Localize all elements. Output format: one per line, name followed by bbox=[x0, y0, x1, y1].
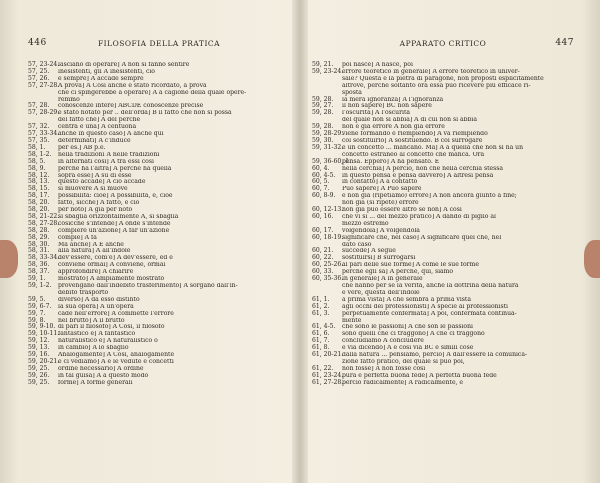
line-reference: 58, 20. bbox=[28, 199, 50, 207]
apparatus-row bbox=[312, 373, 574, 380]
variant-reading: inesistenti, gli A inesistenti, ciò bbox=[58, 68, 155, 75]
apparatus-row bbox=[28, 366, 290, 373]
variant-reading: nella cerchia] A perciò, non che nella cerchia stessa bbox=[342, 165, 504, 172]
apparatus-row bbox=[28, 345, 290, 352]
line-reference: 60, 4-5. bbox=[312, 171, 336, 179]
apparatus-row bbox=[28, 242, 290, 249]
apparatus-row bbox=[28, 380, 290, 387]
variant-reading: del quale non si abbia] A di cui non si abbia bbox=[342, 117, 477, 124]
left-page-header bbox=[28, 38, 290, 52]
apparatus-row bbox=[312, 276, 574, 283]
variant-reading: A prova] A Così anche è stato ricordato, a prova bbox=[58, 82, 207, 89]
line-reference: 60, 8-9. bbox=[312, 192, 336, 200]
variant-reading: lasciano di operare] A non si fanno sentire bbox=[58, 62, 190, 68]
variant-reading: non già può essere altro se non] A così bbox=[342, 207, 462, 214]
left-page-title: FILOSOFIA DELLA PRATICA bbox=[97, 39, 221, 48]
apparatus-row bbox=[312, 117, 574, 124]
variant-reading: mostrato] A ampiamente mostrato bbox=[58, 276, 165, 283]
line-reference: 58, 31. bbox=[28, 247, 50, 255]
line-reference: 60, 4. bbox=[312, 164, 330, 172]
line-reference: 58, 36. bbox=[28, 261, 50, 269]
apparatus-row bbox=[312, 145, 574, 152]
left-page bbox=[28, 38, 290, 463]
apparatus-row bbox=[312, 235, 574, 242]
apparatus-row bbox=[28, 62, 290, 69]
apparatus-row bbox=[28, 373, 290, 380]
apparatus-row bbox=[28, 248, 290, 255]
variant-reading: succede] A segue bbox=[342, 248, 396, 255]
right-page bbox=[312, 38, 574, 463]
line-reference: 59, 27. bbox=[312, 102, 334, 110]
apparatus-row bbox=[312, 193, 574, 200]
line-reference: 59, 36-60, 1. bbox=[312, 157, 351, 165]
variant-reading: è stato notato per .. dell'orda] B il fatto che non si possa bbox=[58, 110, 232, 117]
variant-reading: fantastico e] A fantastico bbox=[58, 331, 136, 338]
variant-reading: non fosse] A non fosse così bbox=[342, 365, 426, 372]
variant-reading: che ci spingerebbe a operare] A a cagione della quale opere- bbox=[58, 89, 247, 96]
line-reference: 60, 12-13. bbox=[312, 206, 344, 214]
line-reference: 58, 21-22. bbox=[28, 212, 60, 220]
apparatus-row bbox=[28, 255, 290, 262]
apparatus-row bbox=[312, 97, 574, 104]
apparatus-row bbox=[312, 200, 574, 207]
apparatus-row bbox=[28, 283, 290, 290]
apparatus-row bbox=[312, 352, 574, 359]
variant-reading: possibilità: cioè] A possibilità, e, cioè bbox=[58, 193, 173, 200]
line-reference: 61, 8. bbox=[312, 344, 330, 352]
right-page-header bbox=[312, 38, 574, 52]
line-reference: 59, 25. bbox=[28, 364, 50, 372]
line-reference: 57, 32. bbox=[28, 123, 50, 131]
apparatus-row bbox=[312, 345, 574, 352]
variant-reading: nel brutto] A il brutto bbox=[58, 317, 125, 324]
line-reference: 59, 6-7. bbox=[28, 302, 52, 310]
line-reference: 59, 23-24. bbox=[312, 67, 344, 75]
variant-reading: perché egli sa] A perché, qui, siamo bbox=[342, 269, 454, 276]
apparatus-row bbox=[312, 110, 574, 117]
variant-reading: a prima vista] A che sembra a prima vista bbox=[342, 296, 471, 303]
line-reference: 60, 33. bbox=[312, 268, 334, 276]
right-page-title: APPARATO CRITICO bbox=[399, 39, 487, 48]
apparatus-row bbox=[28, 83, 290, 90]
line-reference: 57, 35. bbox=[28, 136, 50, 144]
variant-reading: perché ha l'altra] A perché ha quella bbox=[58, 165, 172, 172]
apparatus-row bbox=[312, 228, 574, 235]
variant-reading: e non già (ripetiamo) errore] A non ancora giunto a fine; bbox=[342, 193, 517, 200]
right-page-number: 447 bbox=[555, 38, 574, 48]
variant-reading: la sua opera] A un'opera bbox=[58, 303, 134, 310]
variant-reading: pensa. Eppero] A ha pensato. E bbox=[342, 158, 440, 165]
line-reference: 59, 10-11. bbox=[28, 330, 60, 338]
apparatus-row bbox=[28, 200, 290, 207]
apparatus-row bbox=[312, 62, 574, 69]
variant-reading: ordine necessario] A ordine bbox=[58, 365, 144, 372]
line-reference: 59, 30. bbox=[312, 136, 334, 144]
apparatus-row bbox=[312, 248, 574, 255]
line-reference: 59, 28. bbox=[312, 109, 334, 117]
apparatus-row bbox=[312, 255, 574, 262]
line-reference: 59, 5. bbox=[28, 295, 46, 303]
line-reference: 57, 28. bbox=[28, 102, 50, 110]
variant-reading: conviene ormai] A conviene, ormai bbox=[58, 262, 166, 269]
line-reference: 60, 17. bbox=[312, 226, 334, 234]
variant-reading: dato caso bbox=[342, 241, 372, 248]
variant-reading: approfondire] A chiarire bbox=[58, 269, 134, 276]
line-reference: 59, 8. bbox=[28, 316, 46, 324]
line-reference: 58, 33-34. bbox=[28, 254, 60, 262]
apparatus-row bbox=[312, 304, 574, 311]
apparatus-row bbox=[312, 311, 574, 318]
apparatus-row bbox=[28, 131, 290, 138]
apparatus-row bbox=[28, 262, 290, 269]
apparatus-row bbox=[28, 179, 290, 186]
line-reference: 59, 1-2. bbox=[28, 282, 52, 289]
line-reference: 61, 3. bbox=[312, 309, 330, 317]
apparatus-row bbox=[312, 90, 574, 97]
line-reference: 60, 22. bbox=[312, 254, 334, 262]
variant-reading: perciò radicalmente] A radicalmente, è bbox=[342, 379, 464, 386]
line-reference: 59, 1. bbox=[28, 275, 46, 283]
apparatus-row bbox=[28, 214, 290, 221]
apparatus-row bbox=[28, 145, 290, 152]
line-reference: 60, 18-19. bbox=[312, 233, 344, 241]
variant-reading: Può sapere] A Può sapere bbox=[342, 186, 422, 193]
line-reference: 61, 22. bbox=[312, 364, 334, 372]
apparatus-row bbox=[28, 103, 290, 110]
apparatus-row bbox=[28, 359, 290, 366]
line-reference: 60, 7. bbox=[312, 185, 330, 193]
line-reference: 58, 17. bbox=[28, 192, 50, 200]
variant-reading: Analogamente] A Così, analogamente bbox=[58, 352, 175, 359]
apparatus-row bbox=[28, 324, 290, 331]
line-reference: 60, 25-26. bbox=[312, 261, 344, 269]
line-reference: 57, 27-28. bbox=[28, 81, 60, 89]
line-reference: 58, 12. bbox=[28, 171, 50, 179]
apparatus-row bbox=[28, 304, 290, 311]
apparatus-row bbox=[312, 138, 574, 145]
variant-reading: è sempre] A accade sempre bbox=[58, 75, 144, 82]
variant-reading: in questo pensa e pensa davvero] A altresì pensa bbox=[342, 172, 494, 179]
apparatus-row bbox=[312, 76, 574, 83]
apparatus-row bbox=[28, 297, 290, 304]
line-reference: 58, 30. bbox=[28, 240, 50, 248]
line-reference: 61, 7. bbox=[312, 337, 330, 345]
apparatus-row bbox=[312, 290, 574, 297]
apparatus-row bbox=[28, 117, 290, 124]
apparatus-row bbox=[28, 193, 290, 200]
variant-reading: al pari delle sue forme] A come le sue forme bbox=[342, 262, 479, 269]
line-reference: 59, 7. bbox=[28, 309, 46, 317]
line-reference: 61, 4-5. bbox=[312, 323, 336, 331]
line-reference: 59, 26. bbox=[28, 371, 50, 379]
variant-reading: questo accade] A ciò accade bbox=[58, 179, 146, 186]
line-reference: 59, 9-10. bbox=[28, 323, 56, 331]
variant-reading: sale? Questa è la pietra di paragone, non proposti esplicitamente bbox=[342, 75, 544, 82]
apparatus-row bbox=[312, 159, 574, 166]
right-thumb bbox=[584, 240, 600, 278]
apparatus-row bbox=[312, 69, 574, 76]
apparatus-row bbox=[312, 331, 574, 338]
variant-reading: anche in questo caso] A anche qui bbox=[58, 131, 164, 138]
apparatus-row bbox=[28, 110, 290, 117]
variant-reading: forme] A forme generali bbox=[58, 379, 133, 386]
variant-reading: provengano dall'indebito trasferimento] A sorgano dall'in- bbox=[58, 283, 238, 289]
apparatus-row bbox=[28, 221, 290, 228]
apparatus-row bbox=[312, 179, 574, 186]
variant-reading: remmo bbox=[58, 96, 80, 103]
line-reference bbox=[312, 76, 342, 83]
variant-reading: errore teoretico in generale] A errore teoretico in univer- bbox=[342, 68, 520, 75]
apparatus-row bbox=[312, 324, 574, 331]
variant-reading: nella tradizioni A nelle tradizioni bbox=[58, 151, 160, 158]
apparatus-row bbox=[28, 235, 290, 242]
variant-reading: mezzo estremo bbox=[342, 220, 389, 227]
apparatus-row bbox=[28, 186, 290, 193]
apparatus-row bbox=[312, 166, 574, 173]
line-reference: 59, 13. bbox=[28, 344, 50, 352]
apparatus-row bbox=[28, 228, 290, 235]
variant-reading: sono quelli che ci traggono] A che ci traggono bbox=[342, 331, 485, 338]
line-reference: 61, 2. bbox=[312, 302, 330, 310]
line-reference: 59, 21. bbox=[312, 61, 334, 68]
apparatus-row bbox=[28, 269, 290, 276]
variant-reading: significare che, nel caso] A significare quel che, nel bbox=[342, 234, 502, 241]
apparatus-row bbox=[28, 276, 290, 283]
variant-reading: concludiamo A concludere bbox=[342, 338, 424, 345]
variant-reading: di pari il filosofo] A Così, il filosofo bbox=[58, 324, 165, 331]
apparatus-row bbox=[312, 366, 574, 373]
variant-reading: per es.] AB p.e. bbox=[58, 144, 106, 151]
variant-reading: non è già errore A non già errore bbox=[342, 124, 445, 131]
variant-reading: l'oscurità] A l'oscurità bbox=[342, 110, 411, 117]
apparatus-row bbox=[28, 90, 290, 97]
line-reference: 58, 13. bbox=[28, 178, 50, 186]
line-reference: 59, 20-21. bbox=[28, 357, 60, 365]
variant-reading: e ci vediamo] A e le vedute e concetti bbox=[58, 358, 174, 365]
variant-reading: compiere un'azione] A far un'azione bbox=[58, 227, 170, 234]
apparatus-row bbox=[312, 186, 574, 193]
variant-reading: si sbaglia orizzontalmente A, si sbaglia bbox=[58, 213, 179, 220]
line-reference: 57, 23-24. bbox=[28, 61, 60, 68]
apparatus-row bbox=[28, 207, 290, 214]
variant-reading: alla natura] A all'indole bbox=[58, 248, 131, 255]
variant-reading: pura e perfetta buona fede] A perfetta buona fede bbox=[342, 372, 497, 379]
variant-reading: in contatto] A a contatto bbox=[342, 179, 418, 186]
left-page-number: 446 bbox=[28, 38, 47, 48]
variant-reading: la mera ignoranza] A l'ignoranza bbox=[342, 96, 444, 103]
variant-reading: zione fatto pratico, del quale si può poi, bbox=[342, 358, 465, 365]
line-reference: 59, 25. bbox=[28, 378, 50, 386]
line-reference: 61, 1. bbox=[312, 295, 330, 303]
apparatus-row bbox=[312, 283, 574, 290]
line-reference: 58, 1-2. bbox=[28, 150, 52, 158]
variant-reading: naturalistico e] A naturalistico o bbox=[58, 338, 158, 345]
variant-reading: che vi si ... del mezzo pratico] A dando di piglio al bbox=[342, 213, 496, 220]
variant-reading: cosicché s'intende] A onde s'intende bbox=[58, 220, 171, 227]
line-reference: 59, 16. bbox=[28, 351, 50, 359]
line-reference bbox=[312, 83, 342, 90]
line-reference bbox=[312, 283, 342, 290]
variant-reading: debito trasporto bbox=[58, 289, 109, 296]
book-gutter bbox=[292, 0, 308, 483]
left-apparatus-list bbox=[28, 62, 290, 387]
variant-reading: in tal guisa] A a questo modo bbox=[58, 372, 149, 379]
variant-reading: poi nasce] A nasce, poi bbox=[342, 62, 413, 68]
apparatus-row bbox=[312, 262, 574, 269]
line-reference: 59, 28. bbox=[312, 95, 334, 103]
line-reference: 57, 33-34. bbox=[28, 130, 60, 138]
apparatus-row bbox=[312, 269, 574, 276]
variant-reading: si muovere A si muove bbox=[58, 186, 128, 193]
apparatus-row bbox=[28, 69, 290, 76]
variant-reading: del fatto che] A del perché bbox=[58, 117, 141, 124]
line-reference: 59, 28. bbox=[312, 123, 334, 131]
variant-reading: viene formando e riempiendo] A va riempiendo bbox=[342, 131, 488, 138]
variant-reading: e vere, questa dell'indole bbox=[342, 289, 420, 296]
line-reference: 58, 29. bbox=[28, 233, 50, 241]
apparatus-row bbox=[312, 124, 574, 131]
variant-reading: sostituirsi] B surrogarsi bbox=[342, 255, 416, 262]
variant-reading: concetto estraneo al concetto che manca. Ora bbox=[342, 151, 485, 158]
line-reference: 57, 26. bbox=[28, 74, 50, 82]
variant-reading: non già (si ripete) errore bbox=[342, 200, 419, 207]
line-reference: 58, 27-28. bbox=[28, 219, 60, 227]
variant-reading: centra e una] A centuona bbox=[58, 124, 137, 131]
line-reference: 61, 20-21. bbox=[312, 351, 344, 359]
apparatus-row bbox=[28, 166, 290, 173]
variant-reading: conoscenze intere] ABCDE conoscenze precise bbox=[58, 103, 204, 110]
apparatus-row bbox=[28, 97, 290, 104]
variant-reading: diverso] A da esso distinto bbox=[58, 296, 140, 303]
line-reference: 59, 28-29. bbox=[312, 130, 344, 138]
line-reference: 60, 35-36. bbox=[312, 275, 344, 283]
apparatus-row bbox=[312, 338, 574, 345]
apparatus-row bbox=[28, 311, 290, 318]
line-reference: 61, 27-28. bbox=[312, 378, 344, 386]
line-reference: 60, 21. bbox=[312, 247, 334, 255]
variant-reading: in alternati così] A tra essi così bbox=[58, 158, 154, 165]
line-reference: 60, 5. bbox=[312, 178, 330, 186]
variant-reading: in generale] A in generale bbox=[342, 276, 423, 283]
apparatus-row bbox=[28, 138, 290, 145]
variant-reading: che sono le passioni] A che son le passioni bbox=[342, 324, 473, 331]
apparatus-row bbox=[312, 173, 574, 180]
apparatus-row bbox=[312, 214, 574, 221]
variant-reading: che hanno per sé la verità, anche la dottrina della natura bbox=[342, 283, 519, 289]
apparatus-row bbox=[312, 318, 574, 325]
line-reference: 58, 9. bbox=[28, 164, 46, 172]
apparatus-row bbox=[28, 152, 290, 159]
variant-reading: sopra esse] A su di esse bbox=[58, 172, 132, 179]
variant-reading: il non sapere] BC non sapere bbox=[342, 103, 432, 110]
variant-reading: col sostituirlo] A sostituendo. B col surrogare bbox=[342, 137, 483, 144]
line-reference: 58, 20. bbox=[28, 206, 50, 214]
variant-reading: e via dicendo] A e così via BC e simili cose bbox=[342, 345, 474, 352]
line-reference: 58, 28. bbox=[28, 226, 50, 234]
apparatus-row bbox=[28, 76, 290, 83]
line-reference: 59, 31-32. bbox=[312, 143, 344, 151]
variant-reading: in cambio] A lo sbaglio bbox=[58, 345, 129, 352]
apparatus-row bbox=[28, 318, 290, 325]
line-reference: 58, 1. bbox=[28, 143, 46, 151]
apparatus-row bbox=[312, 103, 574, 110]
variant-reading: per noto] A già per noto bbox=[58, 207, 133, 214]
apparatus-row bbox=[312, 242, 574, 249]
variant-reading: agli occhi dei professionisti] A specie ai professionisti bbox=[342, 303, 509, 310]
apparatus-row bbox=[28, 290, 290, 297]
line-reference bbox=[28, 90, 58, 97]
variant-reading: volgendola] A volgendola bbox=[342, 227, 420, 234]
apparatus-row bbox=[312, 359, 574, 366]
apparatus-row bbox=[312, 380, 574, 387]
apparatus-row bbox=[28, 352, 290, 359]
variant-reading: cade nell'errore] A commette l'errore bbox=[58, 310, 174, 317]
line-reference: 60, 16. bbox=[312, 212, 334, 220]
variant-reading: e un concetto ... mancano. Ma] A a quella che non si ha un bbox=[342, 144, 524, 151]
line-reference: 61, 23-24. bbox=[312, 371, 344, 379]
line-reference: 57, 28-29. bbox=[28, 109, 60, 117]
apparatus-row bbox=[312, 297, 574, 304]
apparatus-row bbox=[28, 124, 290, 131]
variant-reading: determinati] A c'induce bbox=[58, 137, 131, 144]
right-apparatus-list bbox=[312, 62, 574, 387]
variant-reading: dev'essere, com'è] A dev'essere, ed è bbox=[58, 255, 173, 262]
left-thumb bbox=[0, 240, 18, 278]
variant-reading: perpetuamente confermata] A poi, confermata continua- bbox=[342, 310, 517, 317]
apparatus-row bbox=[312, 83, 574, 90]
line-reference: 57, 25. bbox=[28, 67, 50, 75]
variant-reading: fatto, sicché] A fatto, e ciò bbox=[58, 200, 140, 207]
variant-reading: dalla natura ... pensiamo, perciò] A dall'essere la comunica- bbox=[342, 352, 528, 359]
apparatus-row bbox=[28, 173, 290, 180]
variant-reading: altrove, perché soltanto ora essa può ricevere più efficace ri- bbox=[342, 82, 531, 89]
variant-reading: compie] A fa bbox=[58, 234, 97, 241]
apparatus-row bbox=[28, 331, 290, 338]
variant-reading: sposta bbox=[342, 89, 362, 96]
line-reference: 59, 12. bbox=[28, 337, 50, 345]
line-reference: 58, 37. bbox=[28, 268, 50, 276]
variant-reading: Ma anche] A E anche bbox=[58, 241, 124, 248]
apparatus-row bbox=[312, 131, 574, 138]
line-reference: 58, 15. bbox=[28, 185, 50, 193]
apparatus-row bbox=[312, 221, 574, 228]
variant-reading: mente bbox=[342, 317, 362, 324]
line-reference: 61, 6. bbox=[312, 330, 330, 338]
line-reference: 58, 5. bbox=[28, 157, 46, 165]
apparatus-row bbox=[312, 207, 574, 214]
apparatus-row bbox=[312, 152, 574, 159]
apparatus-row bbox=[28, 338, 290, 345]
apparatus-row bbox=[28, 159, 290, 166]
